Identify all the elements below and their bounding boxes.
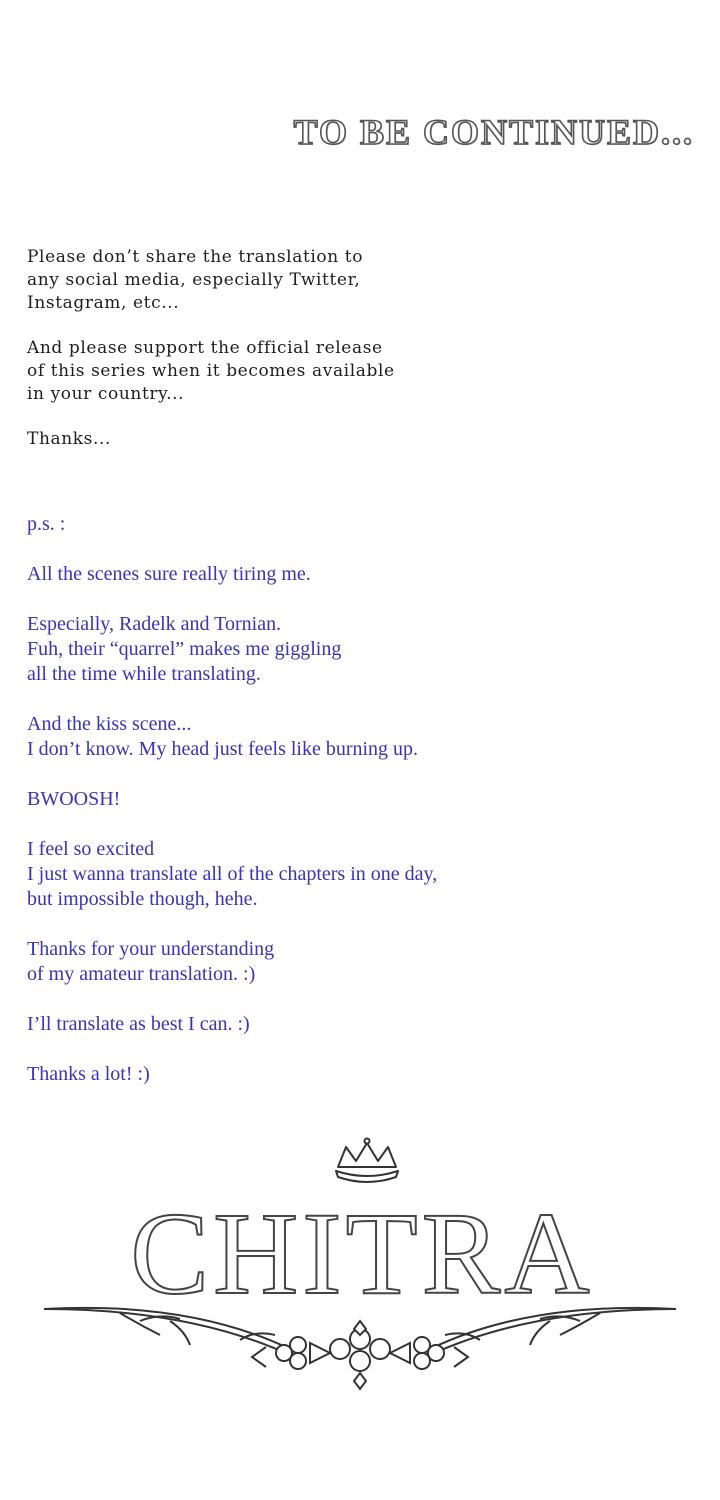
ps-line: I’ll translate as best I can. :) [27, 1013, 250, 1035]
notice-line: any social media, especially Twitter, [27, 270, 361, 290]
clover-ornament [252, 1321, 468, 1389]
to-be-continued-title: TO BE CONTINUED... [293, 112, 694, 152]
ps-line: Thanks a lot! :) [27, 1063, 150, 1085]
ps-line: all the time while translating. [27, 663, 261, 685]
ps-paragraph [27, 612, 437, 687]
ps-line: And the kiss scene... [27, 713, 192, 735]
notice-line: in your country... [27, 384, 185, 404]
ps-line: All the scenes sure really tiring me. [27, 563, 311, 585]
notice-line: Instagram, etc... [27, 293, 180, 313]
logo-wordmark: CHITRA [130, 1188, 594, 1319]
ps-note-block [27, 512, 437, 1112]
notice-paragraph [27, 246, 395, 315]
ps-line: I don’t know. My head just feels like burning up. [27, 738, 419, 760]
notice-line: And please support the official release [27, 338, 383, 358]
ps-line: Fuh, their “quarrel” makes me giggling [27, 638, 342, 660]
ps-line: but impossible though, hehe. [27, 888, 258, 910]
ps-line: Thanks for your understanding [27, 938, 275, 960]
ps-line: of my amateur translation. :) [27, 963, 256, 985]
notice-line: of this series when it becomes available [27, 361, 395, 381]
ps-paragraph [27, 1062, 437, 1087]
ps-paragraph [27, 712, 437, 762]
ps-line: I feel so excited [27, 838, 155, 860]
crown-icon [336, 1139, 398, 1183]
ps-line: Especially, Radelk and Tornian. [27, 613, 282, 635]
ps-label [27, 512, 437, 537]
notice-paragraph [27, 337, 395, 406]
notice-thanks [27, 428, 395, 451]
ps-paragraph [27, 937, 437, 987]
ps-paragraph [27, 787, 437, 812]
notice-text-block [27, 246, 395, 473]
ps-paragraph [27, 562, 437, 587]
ps-line: p.s. : [27, 513, 66, 535]
ps-line: BWOOSH! [27, 788, 121, 810]
ps-line: I just wanna translate all of the chapters in one day, [27, 863, 438, 885]
ps-paragraph [27, 1012, 437, 1037]
ps-paragraph [27, 837, 437, 912]
notice-line: Thanks... [27, 429, 112, 449]
chitra-logo [40, 1135, 680, 1435]
notice-line: Please don’t share the translation to [27, 247, 364, 267]
chitra-logo-graphic [40, 1135, 680, 1435]
